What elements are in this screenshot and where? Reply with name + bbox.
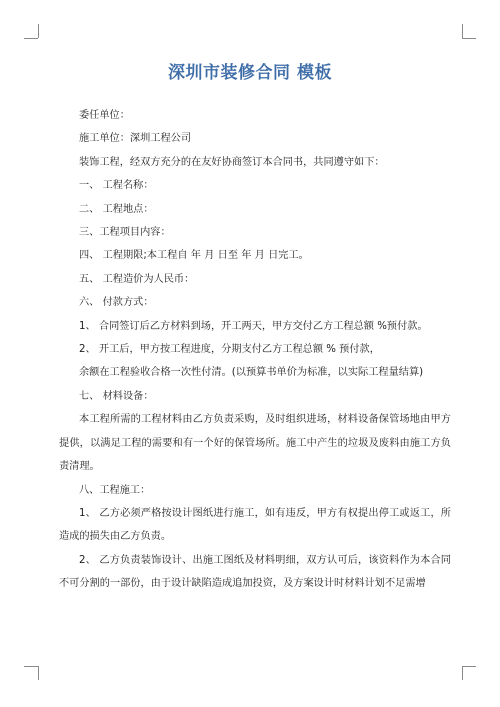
- line-project-cost: 五、 工程造价为人民币：: [79, 273, 195, 285]
- document-title: 深圳市装修合同 模板: [168, 63, 332, 83]
- line-materials-heading: 七、 材料设备：: [79, 390, 154, 402]
- line-payment-method: 六、 付款方式：: [79, 297, 154, 309]
- line-construction-heading: 八、工程施工：: [79, 484, 151, 496]
- line-payment-balance: 余额在工程验收合格一次性付清。(以预算书单价为标准，以实际工程量结算): [79, 367, 424, 379]
- line-client: 委任单位：: [79, 110, 130, 121]
- line-payment-2: 2、 开工后，甲方按工程进度，分期支付乙方工程总额 % 预付款，: [79, 344, 380, 356]
- paragraph-materials: 本工程所需的工程材料由乙方负责采购，及时组织进场，材料设备保管场地由甲方提供，以满足工程的需要和有一个好的保管场所。施工中产生的垃圾及废料由施工方负责清理。: [59, 414, 451, 473]
- line-contractor: 施工单位：深圳工程公司: [79, 133, 192, 145]
- line-project-content: 三、工程项目内容：: [79, 227, 171, 239]
- line-project-name: 一、 工程名称：: [79, 180, 154, 192]
- paragraph-construction-1: 1、 乙方必须严格按设计图纸进行施工，如有违反，甲方有权提出停工或返工，所造成的损失由乙方负责。: [59, 507, 451, 543]
- line-project-location: 二、 工程地点：: [79, 203, 154, 215]
- line-payment-1: 1、 合同签订后乙方材料到场，开工两天，甲方交付乙方工程总额 %预付款。: [79, 320, 428, 332]
- line-intro: 装饰工程，经双方充分的在友好协商签订本合同书，共同遵守如下：: [79, 156, 385, 168]
- paragraph-construction-2: 2、 乙方负责装饰设计、出施工图纸及材料明细，双方认可后，该资料作为本合同不可分割的一部份，由于设计缺陷造成追加投资，及方案设计时材料计划不足需增: [59, 554, 451, 590]
- line-project-period: 四、 工程期限;本工程自 年 月 日至 年 月 日完工。: [79, 250, 309, 262]
- document-body: [59, 104, 451, 596]
